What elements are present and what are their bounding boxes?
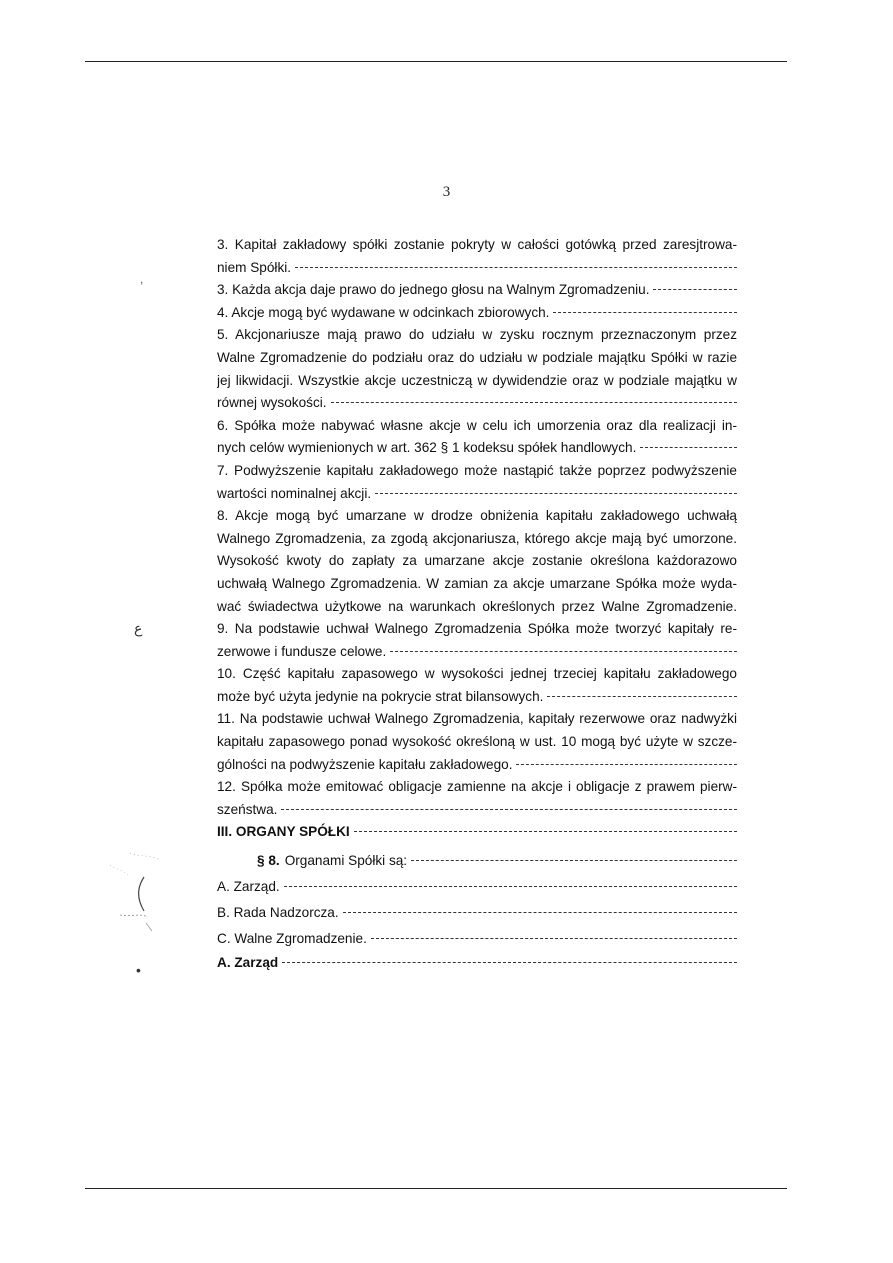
text-line <box>217 392 737 415</box>
page-number: 3 <box>442 184 451 200</box>
line-text: niem Spółki. <box>217 259 292 275</box>
dash-leader <box>640 447 737 448</box>
text-line: 12. Spółka może emitować obligacje zamienne na akcje i obligacje z prawem pierw- <box>217 779 737 795</box>
line-text: zerwowe i fundusze celowe. <box>217 643 387 659</box>
text-line: jej likwidacji. Wszystkie akcje uczestniczą w dywidendzie oraz w podziale majątku w <box>217 372 737 388</box>
line-text: A. Zarząd <box>217 955 279 971</box>
paragraph-label: § 8. <box>257 853 280 869</box>
text-line <box>217 754 737 777</box>
dash-leader <box>354 831 737 832</box>
text-line: 8. Akcje mogą być umarzane w drodze obniżenia kapitału zakładowego uchwałą <box>217 508 737 524</box>
line-text: gólności na podwyższenie kapitału zakładowego. <box>217 756 513 772</box>
dash-leader <box>343 912 737 913</box>
text-line: uchwałą Walnego Zgromadzenia. W zamian za akcje umarzane Spółka może wyda- <box>217 575 737 591</box>
organ-item <box>217 874 737 900</box>
sub-heading <box>217 952 737 975</box>
paragraph-text: Organami Spółki są: <box>284 853 408 869</box>
text-line: 3. Kapitał zakładowy spółki zostanie pokryty w całości gotówką przed zaresjtrowa- <box>217 237 737 252</box>
handwritten-mark <box>100 845 170 940</box>
document-body <box>217 234 737 975</box>
text-line <box>217 799 737 822</box>
text-line <box>217 257 737 280</box>
dash-leader <box>553 312 737 313</box>
dash-leader <box>547 696 737 697</box>
text-line <box>217 686 737 709</box>
line-text: nych celów wymienionych w art. 362 § 1 kodeksu spółek handlowych. <box>217 440 637 456</box>
line-text: A. Zarząd. <box>217 879 280 895</box>
line-text: B. Rada Nadzorcza. <box>217 905 339 921</box>
text-line: Wysokość kwoty do zapłaty za umarzane akcje zostanie określona każdorazowo <box>217 553 737 569</box>
dash-leader <box>390 651 737 652</box>
text-line: kapitału zapasowego ponad wysokość określoną w ust. 10 mogą być użyte w szcze- <box>217 734 737 750</box>
text-line <box>217 641 737 664</box>
line-text: 3. Każda akcja daje prawo do jednego głosu na Walnym Zgromadzeniu. <box>217 282 650 298</box>
text-line: 11. Na podstawie uchwał Walnego Zgromadzenia, kapitały rezerwowe oraz nadwyżki <box>217 711 737 727</box>
text-line: 6. Spółka może nabywać własne akcje w celu ich umorzenia oraz dla realizacji in- <box>217 417 737 433</box>
paragraph-8 <box>217 848 737 874</box>
dash-leader <box>284 886 737 887</box>
organ-item <box>217 900 737 926</box>
text-line <box>217 279 737 302</box>
text-line: 5. Akcjonariusze mają prawo do udziału w zysku rocznym przeznaczonym przez <box>217 327 737 343</box>
dash-leader <box>282 962 737 963</box>
line-text: wartości nominalnej akcji. <box>217 485 372 501</box>
text-line: Walnego Zgromadzenia, za zgodą akcjonariusza, którego akcje mają być umorzone. <box>217 530 737 546</box>
dash-leader <box>375 493 737 494</box>
scan-mark: ع <box>134 620 143 636</box>
dash-leader <box>331 402 737 403</box>
line-text: C. Walne Zgromadzenie. <box>217 931 367 947</box>
organ-item <box>217 926 737 952</box>
dash-leader <box>411 860 737 861</box>
header-rule <box>85 61 787 62</box>
line-text: 4. Akcje mogą być wydawane w odcinkach zbiorowych. <box>217 304 550 320</box>
line-text: może być użyta jedynie na pokrycie strat bilansowych. <box>217 688 544 704</box>
dash-leader <box>653 289 737 290</box>
section-heading <box>217 821 737 844</box>
dash-leader <box>281 809 737 810</box>
dash-leader <box>516 764 737 765</box>
text-line: 10. Część kapitału zapasowego w wysokości jednej trzeciej kapitału zakładowego <box>217 666 737 682</box>
line-text: szeństwa. <box>217 801 278 817</box>
line-text: równej wysokości. <box>217 395 327 411</box>
dash-leader <box>371 938 737 939</box>
footer-rule <box>85 1188 787 1189</box>
line-text: III. ORGANY SPÓŁKI <box>217 824 350 840</box>
text-line <box>217 483 737 506</box>
scan-mark: • <box>136 962 141 978</box>
dash-leader <box>295 267 737 268</box>
text-line <box>217 437 737 460</box>
text-line: 9. Na podstawie uchwał Walnego Zgromadzenia Spółka może tworzyć kapitały re- <box>217 621 737 637</box>
text-line <box>217 302 737 325</box>
text-line: Walne Zgromadzenie do podziału oraz do udziału w podziale majątku Spółki w razie <box>217 349 737 365</box>
text-line: wać świadectwa użytkowe na warunkach określonych przez Walne Zgromadzenie. <box>217 598 737 614</box>
scan-mark: , <box>140 272 144 286</box>
text-line: 7. Podwyższenie kapitału zakładowego może nastąpić także poprzez podwyższenie <box>217 462 737 478</box>
